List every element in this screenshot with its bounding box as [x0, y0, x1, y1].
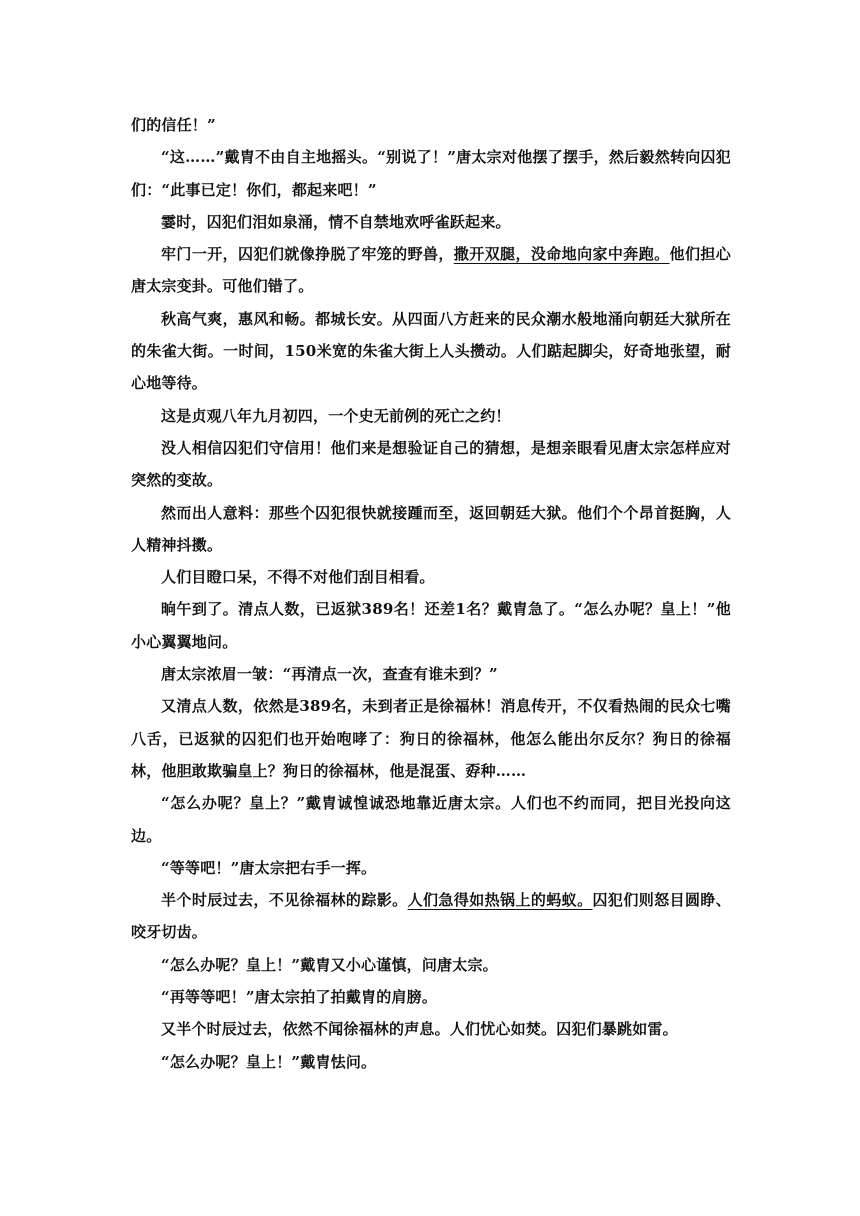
paragraph — [131, 658, 731, 690]
paragraph — [131, 981, 731, 1013]
text-run: 秋高气爽，惠风和畅。都城长安。从四面八方赶来的民众潮水般地涌向朝廷大狱所在的朱雀大街。一时间，150米宽的朱雀大街上人头攒动。人们踮起脚尖，好奇地张望，耐心地等待。 — [131, 309, 731, 393]
paragraph — [131, 497, 731, 562]
text-run: 他们担心唐太宗变卦。可他们错了。 — [131, 245, 731, 296]
text-run: “怎么办呢？皇上！”戴胄又小心谨慎，问唐太宗。 — [161, 955, 498, 974]
text-run: 又清点人数，依然是389名，未到者正是徐福林！消息传开，不仅看热闹的民众七嘴八舌，已返狱的囚犯们也开始咆哮了：狗日的徐福林，他怎么能出尔反尔？狗日的徐福林，他胆敢欺骗皇上？狗日的徐福林，他是混蛋、孬种…… — [131, 697, 731, 780]
paragraph — [131, 206, 731, 238]
paragraph — [131, 593, 731, 658]
text-run: 没人相信囚犯们守信用！他们来是想验证自己的猜想，是想亲眼看见唐太宗怎样应对突然的变故。 — [131, 438, 731, 490]
text-run: 唐太宗浓眉一皱：“再清点一次，查查有谁未到？” — [161, 665, 498, 684]
text-run: 霎时，囚犯们泪如泉涌，情不自禁地欢呼雀跃起来。 — [161, 212, 511, 231]
paragraph — [131, 109, 731, 141]
underlined-phrase: 撒开双腿，没命地向家中奔跑。 — [453, 245, 670, 264]
story-text — [131, 109, 731, 1078]
paragraph — [131, 141, 731, 206]
text-run: 又半个时辰过去，依然不闻徐福林的声息。人们忧心如焚。囚犯们暴跳如雷。 — [161, 1020, 678, 1039]
text-run: “这……”戴胄不由自主地摇头。“别说了！”唐太宗对他摆了摆手，然后毅然转向囚犯们：“此事已定！你们，都起来吧！” — [131, 148, 731, 199]
text-run: 牢门一开，囚犯们就像挣脱了牢笼的野兽， — [161, 245, 454, 264]
paragraph — [131, 432, 731, 497]
paragraph — [131, 303, 731, 400]
paragraph — [131, 1013, 731, 1045]
text-run: 人们目瞪口呆，不得不对他们刮目相看。 — [161, 568, 435, 587]
text-run: 们的信任！” — [131, 116, 216, 134]
paragraph — [131, 1046, 731, 1078]
text-run: “怎么办呢？皇上？”戴胄诚惶诚恐地靠近唐太宗。人们也不约而同，把目光投向这边。 — [131, 794, 731, 845]
paragraph — [131, 400, 731, 432]
paragraph — [131, 238, 731, 303]
text-run: “再等等吧！”唐太宗拍了拍戴胄的肩膀。 — [161, 988, 438, 1007]
paragraph — [131, 852, 731, 884]
text-run: 晌午到了。清点人数，已返狱389名！还差1名？戴胄急了。“怎么办呢？皇上！”他小心翼翼地问。 — [131, 600, 731, 651]
underlined-phrase: 人们急得如热锅上的蚂蚁。 — [407, 891, 593, 910]
paragraph — [131, 787, 731, 852]
paragraph — [131, 884, 731, 949]
text-run: 然而出人意料：那些个囚犯很快就接踵而至，返回朝廷大狱。他们个个昂首挺胸，人人精神抖擞。 — [131, 503, 731, 554]
text-run: 这是贞观八年九月初四，一个史无前例的死亡之约！ — [161, 406, 511, 425]
text-run: 半个时辰过去，不见徐福林的踪影。 — [161, 891, 408, 910]
paragraph — [131, 690, 731, 787]
text-run: “等等吧！”唐太宗把右手一挥。 — [161, 858, 377, 877]
paragraph — [131, 561, 731, 593]
text-run: “怎么办呢？皇上！”戴胄怯问。 — [161, 1052, 377, 1071]
text-run: 囚犯们则怒目圆睁、咬牙切齿。 — [131, 891, 732, 942]
paragraph — [131, 949, 731, 981]
